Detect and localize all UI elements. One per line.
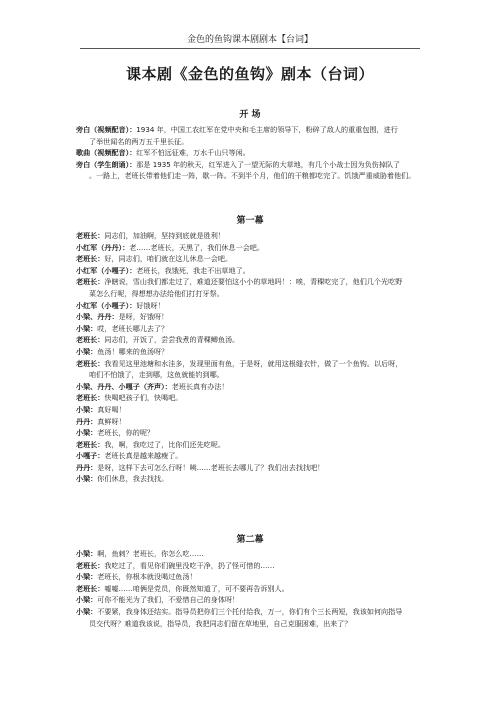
line-text: 不要紧，我身体还结实。指导员把你们三个托付给我，万一，你们有个三长两短，我该如何向指导 <box>97 606 403 616</box>
line-text: 净瞎说，雪山我们都走过了，难道还要怕这小小的草地吗！：唉，青稞吃完了，他们几个光吃野 <box>104 277 403 287</box>
line-text: 你们休息，我去找找。 <box>97 474 169 484</box>
speaker-name: 丹丹： <box>76 416 98 426</box>
script-line <box>76 439 426 451</box>
speaker-name: 小红军（丹丹）： <box>76 242 130 252</box>
speaker-name: 小红军（小嘎子）： <box>76 300 137 310</box>
script-line <box>76 147 426 159</box>
script-line <box>76 358 426 370</box>
line-text: 菜怎么行呢，得想想办法给他们打打牙祭。 <box>89 288 224 298</box>
line-text: 快喝吧孩子们，快喝吧。 <box>104 393 183 403</box>
line-text: 老班长，我饿死，我走不出草地了。 <box>136 265 250 275</box>
speaker-name: 老班长： <box>76 560 105 570</box>
line-text: 老班长真是越来越瘦了。 <box>104 451 183 461</box>
speaker-name: 歌曲（视频配音）： <box>76 148 137 158</box>
line-text: 可你不能光为了我们，不爱惜自己的身体呀！ <box>97 595 240 605</box>
speaker-name: 小梁： <box>76 606 98 616</box>
speaker-name: 老班长： <box>76 231 105 240</box>
script-line <box>76 265 426 277</box>
script-line <box>76 606 426 618</box>
script-line <box>76 473 426 485</box>
act2-lines <box>76 548 426 629</box>
page-header: 金色的鱼钩课本剧剧本【台词】 <box>80 34 420 49</box>
speaker-name: 旁白（视频配音）： <box>76 125 137 134</box>
line-text: 员交代呀？难道我该说，指导员，我把同志们留在草地里，自己克服困难，出来了？ <box>89 618 352 628</box>
line-text: 好，同志们，咱们就在这儿休息一会吧。 <box>104 254 233 264</box>
line-text: 同志们，开饭了，尝尝我煮的青稞鲫鱼汤。 <box>104 335 240 345</box>
speaker-name: 小梁： <box>76 323 98 333</box>
line-text: 了举世闻名的两万五千里长征。 <box>89 136 189 146</box>
speaker-name: 老班长： <box>76 254 105 264</box>
script-line <box>76 242 426 254</box>
script-line <box>76 427 426 439</box>
section-heading-act1: 第一幕 <box>236 216 264 226</box>
line-text: 老班长真有办法！ <box>171 381 229 391</box>
speaker-name: 小红军（小嘎子）： <box>76 265 137 275</box>
script-line <box>76 288 426 300</box>
line-text: 。一路上，老班长带着他们走一阵，歇一阵。不到半个月，他们的干粮都吃完了。饥饿严重威胁着他们。 <box>89 171 416 181</box>
speaker-name: 小梁、丹丹、小嘎子（齐声）： <box>76 381 172 391</box>
speaker-name: 老班长： <box>76 439 105 449</box>
speaker-name: 小梁： <box>76 549 98 558</box>
script-line <box>76 560 426 572</box>
speaker-name: 丹丹： <box>76 462 98 472</box>
line-text: 同志们，加油啊，坚持到底就是胜利！ <box>104 231 225 240</box>
script-line <box>76 230 426 242</box>
script-line <box>76 450 426 462</box>
line-text: 1934 年，中国工农红军在党中央和毛主席的领导下，粉碎了敌人的重重包围，进行 <box>136 125 398 134</box>
line-text: 真鲜呀！ <box>97 416 126 426</box>
script-line <box>76 159 426 171</box>
script-line <box>76 170 426 182</box>
speaker-name: 旁白（学生朗诵）： <box>76 159 137 169</box>
script-line <box>76 136 426 148</box>
line-text: 咱们不怕饿了，走到哪，这鱼就能钓到哪。 <box>89 370 224 380</box>
act1-lines <box>76 230 426 485</box>
line-text: 老班长，你根本就没喝过鱼汤！ <box>97 572 197 582</box>
script-line <box>76 618 426 630</box>
line-text: 红军不怕远征难，万水千山只等闲。 <box>136 148 250 158</box>
script-line <box>76 392 426 404</box>
line-text: 啊，鱼刺？老班长，你怎么吃…… <box>97 549 204 558</box>
line-text: 我吃过了，看见你们碗里没吃干净，扔了怪可惜的…… <box>104 560 275 570</box>
script-line <box>76 276 426 288</box>
line-text: 真好喝！ <box>97 404 126 414</box>
speaker-name: 小嘎子： <box>76 451 105 461</box>
line-text: 我看见这里池塘和水洼多，发现里面有鱼，于是呀，就用这根缝衣针，做了一个鱼钩。以后呀， <box>104 358 403 368</box>
script-line <box>76 571 426 583</box>
line-text: 是呀，好饿呀！ <box>118 312 169 322</box>
line-text: 好饿呀！ <box>136 300 165 310</box>
script-line <box>76 381 426 393</box>
speaker-name: 老班长： <box>76 358 105 368</box>
script-line <box>76 253 426 265</box>
script-line <box>76 462 426 474</box>
speaker-name: 小梁、丹丹： <box>76 312 119 322</box>
opening-lines <box>76 124 426 182</box>
speaker-name: 小梁： <box>76 346 98 356</box>
section-heading-opening: 开 场 <box>239 110 261 120</box>
speaker-name: 老班长： <box>76 393 105 403</box>
script-line <box>76 311 426 323</box>
speaker-name: 老班长： <box>76 583 105 593</box>
speaker-name: 小梁： <box>76 572 98 582</box>
script-line <box>76 548 426 560</box>
speaker-name: 老班长： <box>76 277 105 287</box>
line-text: 是呀，这样下去可怎么行呀！咦……老班长去哪儿了？我们出去找找吧！ <box>97 462 325 472</box>
script-line <box>76 583 426 595</box>
speaker-name: 小梁： <box>76 404 98 414</box>
line-text: 老班长，你的呢？ <box>97 428 155 438</box>
line-text: 鱼汤！哪来的鱼汤呀？ <box>97 346 169 356</box>
section-heading-act2: 第二幕 <box>236 535 264 545</box>
script-line <box>76 346 426 358</box>
script-line <box>76 594 426 606</box>
line-text: 老……老班长，天黑了，我们休息一会吧。 <box>129 242 264 252</box>
script-line <box>76 124 426 136</box>
speaker-name: 小梁： <box>76 595 98 605</box>
line-text: 我，啊，我吃过了，比你们还先吃呢。 <box>104 439 225 449</box>
script-line <box>76 334 426 346</box>
speaker-name: 老班长： <box>76 335 105 345</box>
line-text: 哎，老班长哪儿去了？ <box>97 323 169 333</box>
document-title: 课本剧《金色的鱼钩》剧本（台词） <box>125 65 374 83</box>
script-line <box>76 369 426 381</box>
script-line <box>76 300 426 312</box>
speaker-name: 小梁： <box>76 474 98 484</box>
line-text: 那是 1935 年的秋天，红军进入了一望无际的大草地，有几个小战士因为负伤掉队了 <box>136 159 401 169</box>
line-text: 嘘嘘……咱俩是党员，你既然知道了，可不要再告诉别人。 <box>104 583 289 593</box>
script-line <box>76 404 426 416</box>
script-line <box>76 416 426 428</box>
speaker-name: 小梁： <box>76 428 98 438</box>
script-line <box>76 323 426 335</box>
